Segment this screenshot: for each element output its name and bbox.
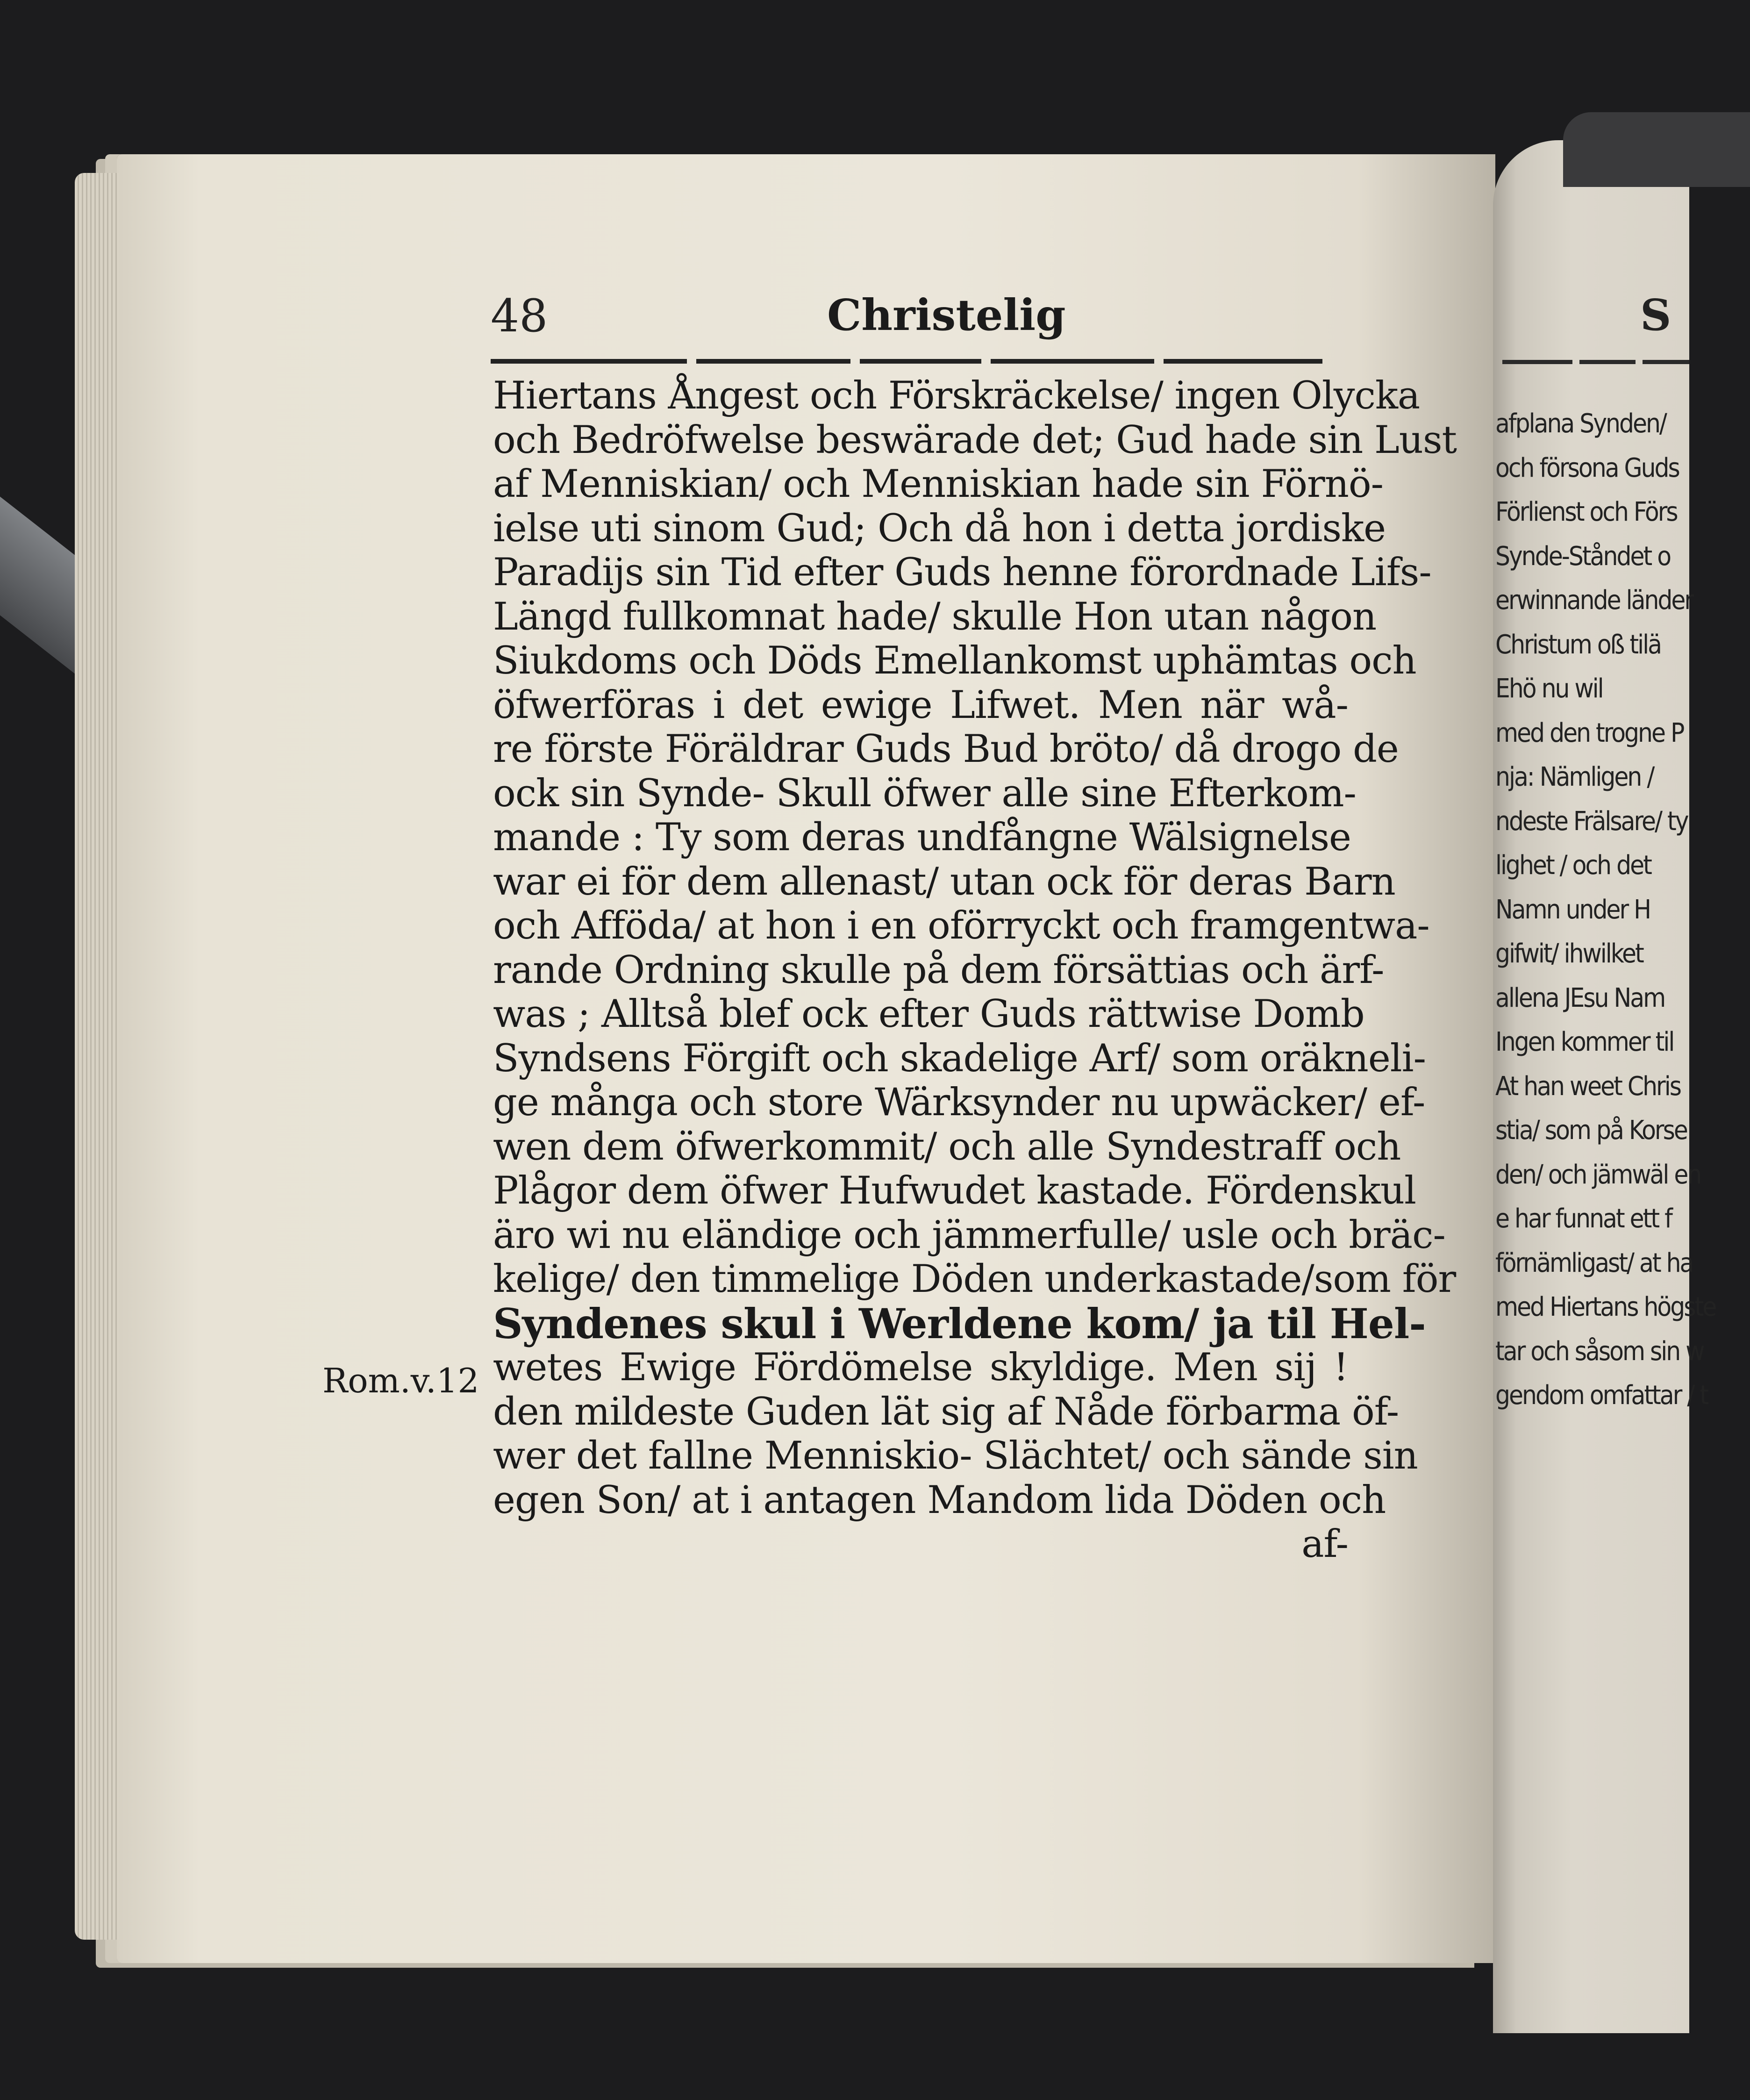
facing-page-text xyxy=(1495,402,1716,1418)
text-line: Plågor dem öfwer Hufwudet kastade. Fördenskul xyxy=(493,1169,1416,1213)
text-line: re förste Föräldrar Guds Bud bröto/ då drogo de xyxy=(493,727,1399,771)
text-line: och Afföda/ at hon i en oförryckt och framgentwa- xyxy=(493,904,1429,948)
facing-text-line: At han weet Chris xyxy=(1495,1071,1680,1102)
facing-text-line: erwinnande länder xyxy=(1495,585,1693,616)
text-line: rande Ordning skulle på dem försättias och ärf- xyxy=(493,948,1384,992)
text-line: Längd fullkomnat hade/ skulle Hon utan någon xyxy=(493,595,1377,639)
facing-text-line: tar och såsom sin w xyxy=(1495,1336,1704,1367)
text-line: Hiertans Ångest och Förskräckelse/ ingen Olycka xyxy=(493,374,1420,418)
facing-text-line: nja: Nämligen / xyxy=(1495,762,1654,792)
text-line: wetes Ewige Fördömelse skyldige. Men sij ! xyxy=(493,1346,1348,1390)
facing-text-line: ndeste Frälsare/ ty xyxy=(1495,806,1688,837)
text-line: Paradijs sin Tid efter Guds henne förordnade Lifs- xyxy=(493,551,1431,595)
facing-text-line: Ehö nu wil xyxy=(1495,674,1603,704)
text-line: wen dem öfwerkommit/ och alle Syndestraff och xyxy=(493,1125,1401,1169)
facing-page-header: S xyxy=(1640,290,1671,340)
facing-text-line: gendom omfattar / t xyxy=(1495,1380,1708,1411)
text-line-emphasized: Syndenes skul i Werldene kom/ ja til Hel- xyxy=(493,1299,1426,1348)
facing-text-line: stia/ som på Korse xyxy=(1495,1115,1687,1146)
facing-text-line: afplana Synden/ xyxy=(1495,409,1666,439)
facing-text-line: och försona Guds xyxy=(1495,452,1679,483)
margin-reference: Rom.v.12 xyxy=(322,1361,479,1400)
facing-text-line: den/ och jämwäl en xyxy=(1495,1159,1701,1190)
facing-text-line: Förlienst och Förs xyxy=(1495,497,1677,527)
facing-text-line: förnämligast/ at ha xyxy=(1495,1247,1693,1278)
facing-text-line: Synde-Ståndet o xyxy=(1495,541,1671,572)
facing-text-line: e har funnat ett f xyxy=(1495,1204,1671,1234)
running-title: Christelig xyxy=(827,290,1066,340)
facing-text-line: Namn under H xyxy=(1495,894,1650,925)
text-line: ge många och store Wärksynder nu upwäcker/ ef- xyxy=(493,1081,1425,1125)
facing-text-line: Christum oß tilä xyxy=(1495,629,1661,660)
facing-text-line: allena JEsu Nam xyxy=(1495,982,1665,1013)
text-line: den mildeste Guden lät sig af Nåde förbarma öf- xyxy=(493,1390,1399,1434)
text-line: kelige/ den timmelige Döden underkastade/som för xyxy=(493,1257,1456,1301)
facing-text-line: Ingen kommer til xyxy=(1495,1027,1674,1057)
body-text xyxy=(493,374,1457,1567)
text-line: äro wi nu eländige och jämmerfulle/ usle och bräc- xyxy=(493,1213,1445,1257)
text-line: öfwerföras i det ewige Lifwet. Men när wå- xyxy=(493,683,1348,727)
text-line: egen Son/ at i antagen Mandom lida Döden och xyxy=(493,1478,1386,1522)
text-line: mande : Ty som deras undfångne Wälsignelse xyxy=(493,816,1351,860)
text-line: ock sin Synde- Skull öfwer alle sine Efterkom- xyxy=(493,771,1356,816)
facing-text-line: med den trogne P xyxy=(1495,717,1684,748)
text-line: och Bedröfwelse beswärade det; Gud hade sin Lust xyxy=(493,418,1457,462)
text-line: wer det fallne Menniskio- Slächtet/ och sände sin xyxy=(493,1434,1418,1478)
facing-text-line: gifwit/ ihwilket xyxy=(1495,939,1643,969)
text-line: ielse uti sinom Gud; Och då hon i detta jordiske xyxy=(493,506,1386,551)
text-line: Siukdoms och Döds Emellankomst uphämtas och xyxy=(493,639,1416,683)
facing-page-rule xyxy=(1502,360,1689,365)
facing-text-line: med Hiertans högste xyxy=(1495,1292,1716,1322)
text-line: af Menniskian/ och Menniskian hade sin Förnö- xyxy=(493,462,1384,506)
text-line: war ei för dem allenast/ utan ock för deras Barn xyxy=(493,860,1395,904)
text-line: was ; Alltså blef ock efter Guds rättwise Domb xyxy=(493,992,1364,1036)
facing-text-line: lighet / och det xyxy=(1495,850,1651,881)
header-rule xyxy=(491,355,1322,369)
page-number: 48 xyxy=(491,290,548,342)
text-line: Syndsens Förgift och skadelige Arf/ som oräkneli- xyxy=(493,1036,1426,1081)
catchword: af- xyxy=(1301,1522,1348,1566)
